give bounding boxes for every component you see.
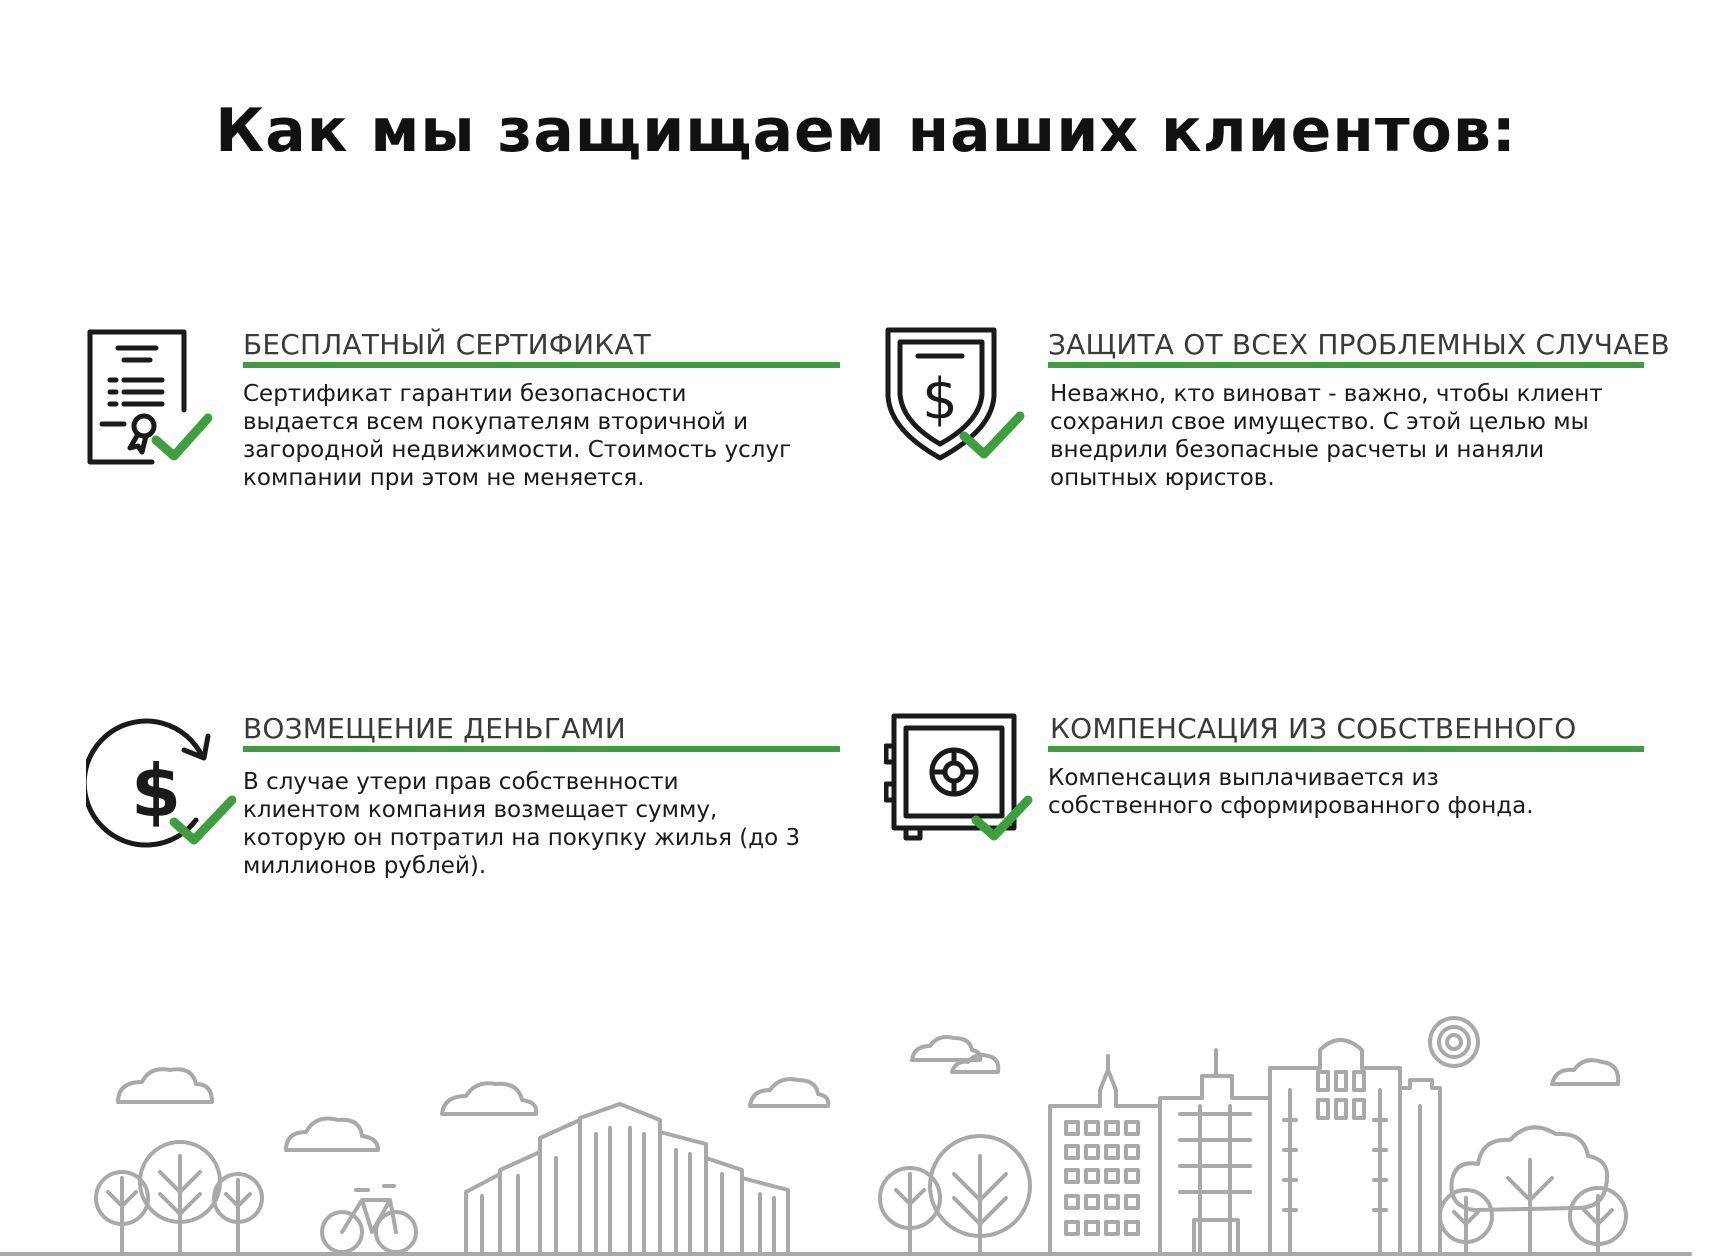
page-title: Как мы защищаем наших клиентов: bbox=[215, 96, 1517, 166]
feature-description: Неважно, кто виноват - важно, чтобы клиент сохранил свое имущество. С этой целью мы внедрили безопасные расчеты и наняли опытных юристов. bbox=[1050, 381, 1603, 491]
feature-heading: ВОЗМЕЩЕНИЕ ДЕНЬГАМИ bbox=[243, 712, 626, 745]
heading-underline bbox=[243, 746, 840, 752]
dollar-refresh-icon bbox=[86, 712, 236, 856]
svg-text:$: $ bbox=[922, 367, 958, 432]
feature-own-fund-compensation bbox=[884, 712, 1664, 912]
feature-heading: КОМПЕНСАЦИЯ ИЗ СОБСТВЕННОГО bbox=[1050, 712, 1577, 745]
feature-heading: ЗАЩИТА ОТ ВСЕХ ПРОБЛЕМНЫХ СЛУЧАЕВ bbox=[1048, 328, 1670, 361]
heading-underline bbox=[243, 362, 840, 368]
svg-text:$: $ bbox=[130, 749, 182, 833]
feature-free-certificate bbox=[86, 328, 846, 528]
city-skyline-illustration bbox=[0, 1010, 1732, 1256]
feature-description: В случае утери прав собственности клиентом компания возмещает сумму, которую он потратил на покупку жилья (до 3 миллионов рублей). bbox=[243, 769, 801, 879]
shield-dollar-icon bbox=[884, 326, 1034, 470]
heading-underline bbox=[1048, 362, 1644, 368]
feature-protection-all-cases bbox=[884, 326, 1670, 526]
feature-money-refund bbox=[86, 712, 846, 912]
feature-heading: БЕСПЛАТНЫЙ СЕРТИФИКАТ bbox=[243, 328, 651, 361]
feature-description: Сертификат гарантии безопасности выдается всем покупателям вторичной и загородной недвижимости. Стоимость услуг компании при этом не меняется. bbox=[243, 381, 792, 491]
certificate-icon bbox=[86, 328, 226, 472]
safe-icon bbox=[884, 712, 1034, 856]
feature-description: Компенсация выплачивается из собственного сформированного фонда. bbox=[1048, 765, 1534, 819]
heading-underline bbox=[1048, 746, 1644, 752]
